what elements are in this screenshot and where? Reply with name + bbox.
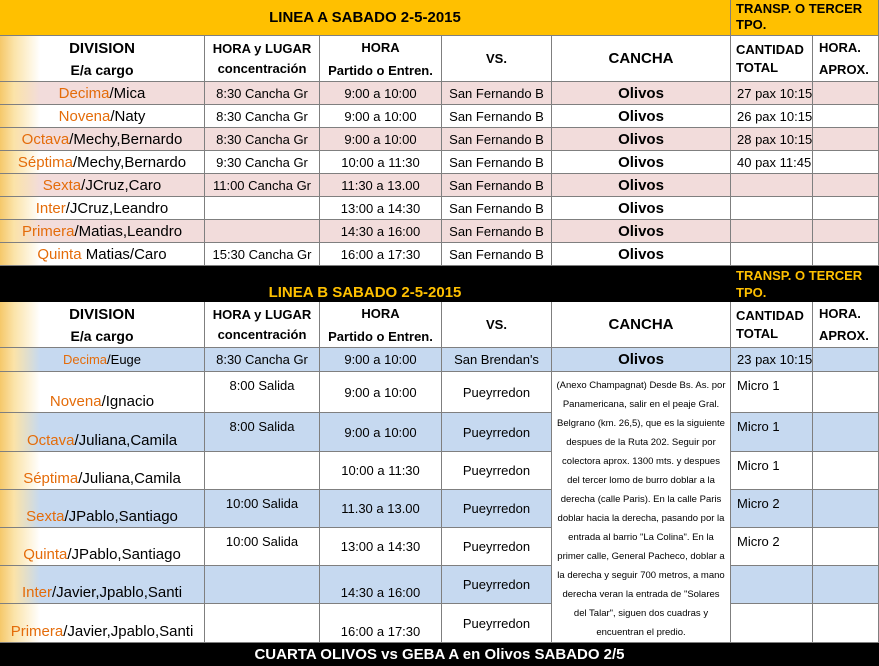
hora-cell: 9:00 a 10:00 — [320, 372, 442, 413]
hora-aprox-cell — [813, 151, 879, 174]
transp-label-b: TRANSP. O TERCER TPO. — [736, 268, 863, 300]
conc-cell: 11:00 Cancha Gr — [205, 174, 320, 197]
hora-cell: 10:00 a 11:30 — [320, 452, 442, 490]
hora-aprox-cell — [813, 82, 879, 105]
transp-label: TRANSP. O TERCER TPO. — [736, 1, 863, 32]
ea-name: /Naty — [110, 107, 146, 125]
hora-aprox-cell — [813, 243, 879, 266]
vs-cell: San Brendan's — [442, 348, 552, 372]
division-cell — [0, 82, 205, 105]
cantidad-cell: Micro 1 — [731, 452, 813, 490]
hora-lugar-header — [205, 36, 320, 82]
aprox-label: APROX. — [819, 61, 869, 77]
division-name: Octava — [21, 130, 70, 148]
cantidad-header — [731, 36, 813, 82]
cantidad-cell — [731, 220, 813, 243]
partido-header — [320, 59, 442, 82]
hora-cell: 14:30 a 16:00 — [320, 220, 442, 243]
division-name: Decima — [62, 352, 108, 367]
vs-cell: Pueyrredon — [442, 490, 552, 528]
division-name: Novena — [49, 393, 102, 410]
division-name: Inter — [35, 199, 66, 217]
hora-aprox-cell — [813, 220, 879, 243]
hora-aprox-cell — [813, 372, 879, 413]
cancha-header-b — [552, 302, 731, 348]
ea-name: /Euge — [107, 352, 142, 367]
hora-cell: 9:00 a 10:00 — [320, 413, 442, 452]
ea-name: /JCruz,Leandro — [65, 199, 169, 217]
hora-cell: 14:30 a 16:00 — [320, 566, 442, 604]
cantidad-cell — [731, 604, 813, 643]
concentracion-label-b: concentración — [217, 326, 307, 342]
conc-cell: 8:00 Salida — [205, 372, 320, 413]
cantidad-cell: Micro 2 — [731, 490, 813, 528]
vs-header-b — [442, 302, 552, 348]
vs-cell: San Fernando B — [442, 105, 552, 128]
hora-header-b — [320, 302, 442, 325]
cancha-header — [552, 36, 731, 82]
hora-aprox-cell — [813, 490, 879, 528]
cancha-cell: Olivos — [552, 348, 731, 372]
cantidad-cell: Micro 1 — [731, 413, 813, 452]
division-name: Séptima — [23, 470, 79, 487]
hora-aprox-cell — [813, 197, 879, 220]
conc-cell: 8:30 Cancha Gr — [205, 128, 320, 151]
hora-cell: 13:00 a 14:30 — [320, 528, 442, 566]
cantidad-label: CANTIDAD — [736, 41, 804, 57]
hora-lugar-label-b: HORA y LUGAR — [212, 306, 312, 322]
division-cell — [0, 604, 205, 643]
division-cell — [0, 243, 205, 266]
cancha-cell: Olivos — [552, 82, 731, 105]
conc-cell: 8:30 Cancha Gr — [205, 348, 320, 372]
vs-cell: Pueyrredon — [442, 452, 552, 490]
hora-aprox-cell — [813, 566, 879, 604]
hora-cell: 16:00 a 17:30 — [320, 604, 442, 643]
hora-lugar-label: HORA y LUGAR — [212, 40, 312, 56]
division-name: Primera — [21, 222, 75, 240]
hora-aprox-cell — [813, 105, 879, 128]
conc-cell — [205, 220, 320, 243]
conc-cell: 8:30 Cancha Gr — [205, 105, 320, 128]
vs-cell: San Fernando B — [442, 82, 552, 105]
hora-header — [320, 36, 442, 59]
cantidad-cell: 27 pax 10:15 — [731, 82, 813, 105]
ea-name: /Javier,Jpablo,Santi — [63, 623, 194, 640]
division-name: Séptima — [17, 153, 73, 171]
conc-cell: 8:00 Salida — [205, 413, 320, 452]
hora-cell: 11:30 a 13.00 — [320, 174, 442, 197]
section-a-title: LINEA A SABADO 2-5-2015 — [0, 0, 731, 36]
ea-name: /Mechy,Bernardo — [72, 153, 187, 171]
cancha-cell: Olivos — [552, 105, 731, 128]
division-header — [0, 36, 205, 82]
division-name: Novena — [58, 107, 111, 125]
conc-cell: 15:30 Cancha Gr — [205, 243, 320, 266]
division-name: Decima — [58, 84, 110, 102]
division-cell — [0, 372, 205, 413]
division-cell — [0, 566, 205, 604]
conc-cell: 9:30 Cancha Gr — [205, 151, 320, 174]
division-cell — [0, 220, 205, 243]
cantidad-cell — [731, 566, 813, 604]
hora-aprox-cell — [813, 128, 879, 151]
division-cell — [0, 174, 205, 197]
hora-label: HORA — [361, 40, 400, 55]
vs-cell: San Fernando B — [442, 220, 552, 243]
cantidad-label-b: CANTIDAD — [736, 307, 804, 323]
cantidad-cell: 28 pax 10:15 — [731, 128, 813, 151]
hora-aprox-cell — [813, 348, 879, 372]
vs-label-b: VS. — [486, 317, 507, 332]
cantidad-cell: 26 pax 10:15 — [731, 105, 813, 128]
hora-aprox-label-b: HORA. — [819, 305, 861, 321]
division-name: Primera — [10, 623, 64, 640]
ea-name: /Mica — [109, 84, 146, 102]
cancha-cell: Olivos — [552, 151, 731, 174]
hora-aprox-header-b — [813, 302, 879, 348]
cantidad-cell: Micro 2 — [731, 528, 813, 566]
hora-aprox-cell — [813, 174, 879, 197]
partido-label-b: Partido o Entren. — [328, 328, 433, 344]
cantidad-cell: 23 pax 10:15 — [731, 348, 813, 372]
vs-cell: Pueyrredon — [442, 528, 552, 566]
hora-aprox-cell — [813, 528, 879, 566]
partido-label: Partido o Entren. — [328, 62, 433, 78]
division-cell — [0, 452, 205, 490]
division-name: Inter — [21, 584, 52, 601]
ea-name: /Juliana,Camila — [74, 432, 178, 449]
cantidad-cell — [731, 243, 813, 266]
division-name: Sexta — [42, 176, 82, 194]
conc-cell — [205, 197, 320, 220]
ea-name: /Matias,Leandro — [74, 222, 183, 240]
conc-cell: 10:00 Salida — [205, 528, 320, 566]
cantidad-cell: Micro 1 — [731, 372, 813, 413]
total-label: TOTAL — [736, 59, 779, 75]
total-label-b: TOTAL — [736, 325, 779, 341]
hora-cell: 9:00 a 10:00 — [320, 82, 442, 105]
vs-cell: Pueyrredon — [442, 566, 552, 604]
ea-name: /JCruz,Caro — [81, 176, 162, 194]
cancha-cell: Olivos — [552, 220, 731, 243]
hora-aprox-cell — [813, 413, 879, 452]
division-name: Quinta — [23, 546, 68, 563]
hora-lugar-header-b — [205, 302, 320, 348]
vs-header — [442, 36, 552, 82]
hora-cell: 13:00 a 14:30 — [320, 197, 442, 220]
conc-cell: 10:00 Salida — [205, 490, 320, 528]
conc-cell — [205, 452, 320, 490]
ea-label: E/a cargo — [70, 61, 134, 78]
hora-cell: 9:00 a 10:00 — [320, 105, 442, 128]
ea-name: /Mechy,Bernardo — [69, 130, 183, 148]
division-label: DIVISION — [69, 39, 135, 57]
hora-aprox-label: HORA. — [819, 39, 861, 55]
division-cell — [0, 528, 205, 566]
hora-aprox-header — [813, 36, 879, 82]
section-b-transp-header — [731, 266, 879, 302]
division-name: Octava — [26, 432, 75, 449]
ea-name: /Javier,Jpablo,Santi — [51, 584, 183, 601]
division-cell-b-decima — [0, 348, 205, 372]
cancha-cell: Olivos — [552, 197, 731, 220]
hora-aprox-cell — [813, 452, 879, 490]
hora-cell: 9:00 a 10:00 — [320, 348, 442, 372]
ea-label-b: E/a cargo — [70, 327, 134, 344]
division-cell — [0, 128, 205, 151]
partido-header-b — [320, 325, 442, 348]
section-divider — [0, 266, 731, 284]
division-cell — [0, 197, 205, 220]
cancha-cell: Olivos — [552, 128, 731, 151]
hora-cell: 10:00 a 11:30 — [320, 151, 442, 174]
cancha-cell: Olivos — [552, 243, 731, 266]
hora-aprox-cell — [813, 604, 879, 643]
division-header-b — [0, 302, 205, 348]
cantidad-cell — [731, 197, 813, 220]
cancha-label: CANCHA — [608, 50, 674, 67]
section-a-transp-header — [731, 0, 879, 36]
division-name: Quinta — [37, 245, 82, 263]
hora-label-b: HORA — [361, 306, 400, 321]
ea-name: /Ignacio — [101, 393, 155, 410]
vs-cell: San Fernando B — [442, 197, 552, 220]
conc-cell — [205, 604, 320, 643]
hora-cell: 9:00 a 10:00 — [320, 128, 442, 151]
vs-cell: San Fernando B — [442, 128, 552, 151]
hora-cell: 16:00 a 17:30 — [320, 243, 442, 266]
vs-cell: San Fernando B — [442, 174, 552, 197]
division-cell — [0, 413, 205, 452]
ea-name: Matias/Caro — [81, 245, 167, 263]
division-cell — [0, 105, 205, 128]
directions-note: (Anexo Champagnat) Desde Bs. As. por Panamericana, salir en el peaje Gral. Belgrano (km. 26,5), que es la siguiente despues de la Ruta 202. Seguir por colectora aprox. 1300 mts. y despues del tercer lomo de burro doblar a la derecha (calle Paris). En la calle Paris doblar hacia la derecha, pasando por la entrada al barrio "La Colina". En la primer calle, General Pacheco, doblar a la derecha y seguir 700 metros, a mano derecha veran la entrada de "Solares del Talar", siguen dos cuadras y encuentran el predio. — [552, 372, 731, 643]
ea-name: /JPablo,Santiago — [64, 508, 178, 525]
ea-name: /Juliana,Camila — [78, 470, 181, 487]
cantidad-header-b — [731, 302, 813, 348]
cancha-cell: Olivos — [552, 174, 731, 197]
conc-cell — [205, 566, 320, 604]
vs-cell: San Fernando B — [442, 243, 552, 266]
ea-name: /JPablo,Santiago — [67, 546, 181, 563]
vs-cell: Pueyrredon — [442, 372, 552, 413]
conc-cell: 8:30 Cancha Gr — [205, 82, 320, 105]
vs-cell: Pueyrredon — [442, 413, 552, 452]
cantidad-cell: 40 pax 11:45 — [731, 151, 813, 174]
division-label-b: DIVISION — [69, 305, 135, 323]
cantidad-cell — [731, 174, 813, 197]
vs-cell: San Fernando B — [442, 151, 552, 174]
division-cell — [0, 490, 205, 528]
vs-label: VS. — [486, 51, 507, 66]
section-b-title-text: LINEA B SABADO 2-5-2015 — [268, 284, 462, 301]
vs-cell: Pueyrredon — [442, 604, 552, 643]
footer-banner: CUARTA OLIVOS vs GEBA A en Olivos SABADO 2/5 — [0, 643, 879, 666]
section-b-title — [0, 284, 731, 302]
aprox-label-b: APROX. — [819, 327, 869, 343]
division-name: Sexta — [26, 508, 65, 525]
concentracion-label: concentración — [217, 60, 307, 76]
cancha-label-b: CANCHA — [608, 316, 674, 333]
hora-cell: 11.30 a 13.00 — [320, 490, 442, 528]
division-cell — [0, 151, 205, 174]
